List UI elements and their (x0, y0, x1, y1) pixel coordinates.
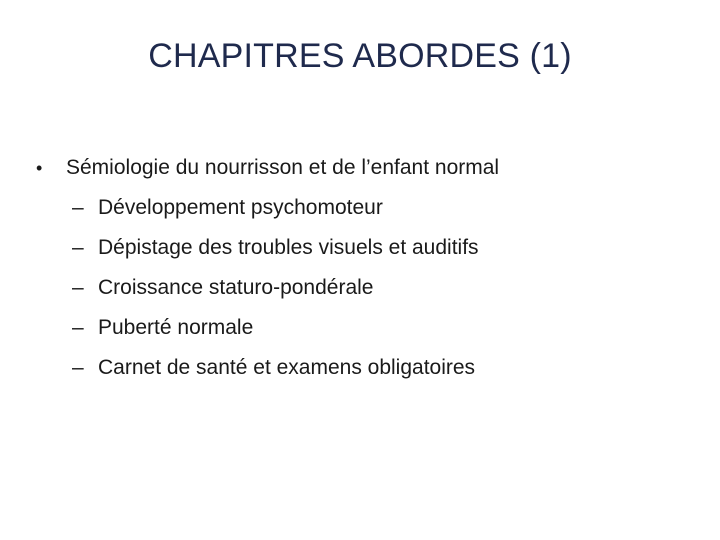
sub-item-text: Carnet de santé et examens obligatoires (98, 356, 476, 379)
sub-item (36, 356, 696, 396)
bullet-item (36, 156, 696, 196)
sub-item (36, 196, 696, 236)
bullet-icon: • (36, 158, 43, 178)
bullet-text: Sémiologie du nourrisson et de l’enfant normal (66, 156, 500, 179)
sub-list (36, 196, 696, 396)
slide-body (36, 156, 696, 396)
sub-item-text: Développement psychomoteur (98, 196, 383, 219)
dash-icon: – (72, 316, 84, 339)
dash-icon: – (72, 356, 84, 379)
sub-item (36, 276, 696, 316)
dash-icon: – (72, 276, 84, 299)
sub-item (36, 316, 696, 356)
sub-item (36, 236, 696, 276)
slide-title: CHAPITRES ABORDES (1) (148, 37, 572, 75)
sub-item-text: Croissance staturo-pondérale (98, 276, 374, 299)
dash-icon: – (72, 196, 84, 219)
sub-item-text: Dépistage des troubles visuels et auditifs (98, 236, 479, 259)
sub-item-text: Puberté normale (98, 316, 254, 339)
dash-icon: – (72, 236, 84, 259)
